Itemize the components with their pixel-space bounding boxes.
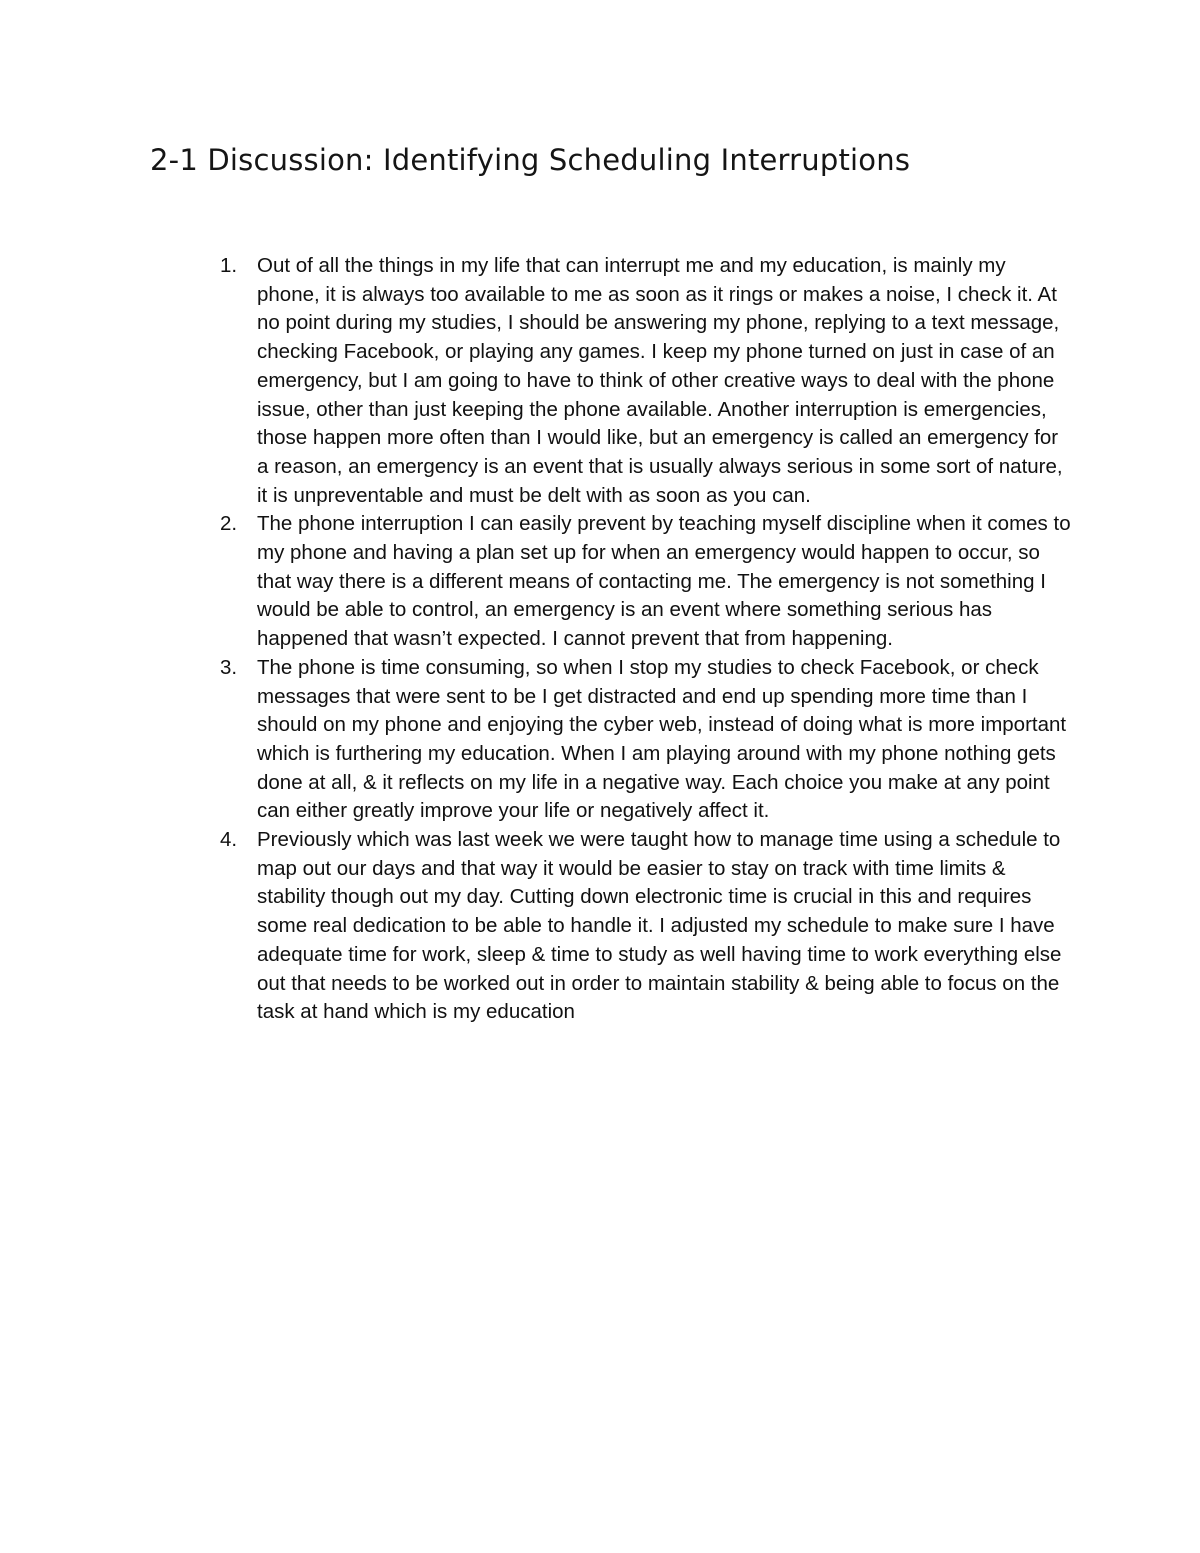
list-item (220, 826, 1072, 1027)
list-item-number: 4. (220, 828, 238, 852)
list-item-text: The phone is time consuming, so when I stop my studies to check Facebook, or check messages that were sent to be I get distracted and end up spending more time than I should on my phone and enjoying the cyber web, instead of doing what is more important which is furthering my education. When I am playing around with my phone nothing gets done at all, & it reflects on my life in a negative way. Each choice you make at any point can either greatly improve your life or negatively affect it. (257, 655, 1067, 823)
list-item (220, 510, 1072, 654)
list-item-number: 1. (220, 254, 238, 277)
list-item-text: The phone interruption I can easily prevent by teaching myself discipline when it comes to my phone and having a plan set up for when an emergency would happen to occur, so that way there is a different means of contacting me. The emergency is not something I would be able to control, an emergency is an event where something serious has happened that wasn’t expected. I cannot prevent that from happening. (257, 512, 1071, 651)
list-item-text: Out of all the things in my life that can interrupt me and my education, is mainly my phone, it is always too available to me as soon as it rings or makes a noise, I check it. At no point during my studies, I should be answering my phone, replying to a text message, checking Facebook, or playing any games. I keep my phone turned on just in case of an emergency, but I am going to have to think of other creative ways to deal with the phone issue, other than just keeping the phone available. Another interruption is emergencies, those happen more often than I would like, but an emergency is called an emergency for a reason, an emergency is an event that is usually always serious in some sort of nature, it is unpreventable and must be delt with as soon as you can. (257, 254, 1063, 507)
list-item-number: 3. (220, 655, 238, 679)
list-item-number: 2. (220, 512, 238, 536)
list-item (220, 654, 1072, 826)
list-item (220, 252, 1072, 510)
list-item-text: Previously which was last week we were taught how to manage time using a schedule to map out our days and that way it would be easier to stay on track with time limits & stability though out my day. Cutting down electronic time is crucial in this and requires some real dedication to be able to handle it. I adjusted my schedule to make sure I have adequate time for work, sleep & time to study as well having time to work everything else out that needs to be worked out in order to maintain stability & being able to focus on the task at hand which is my education (257, 828, 1062, 1024)
numbered-answer-list (220, 252, 1072, 1027)
document-title: 2-1 Discussion: Identifying Scheduling Interruptions (150, 143, 911, 177)
